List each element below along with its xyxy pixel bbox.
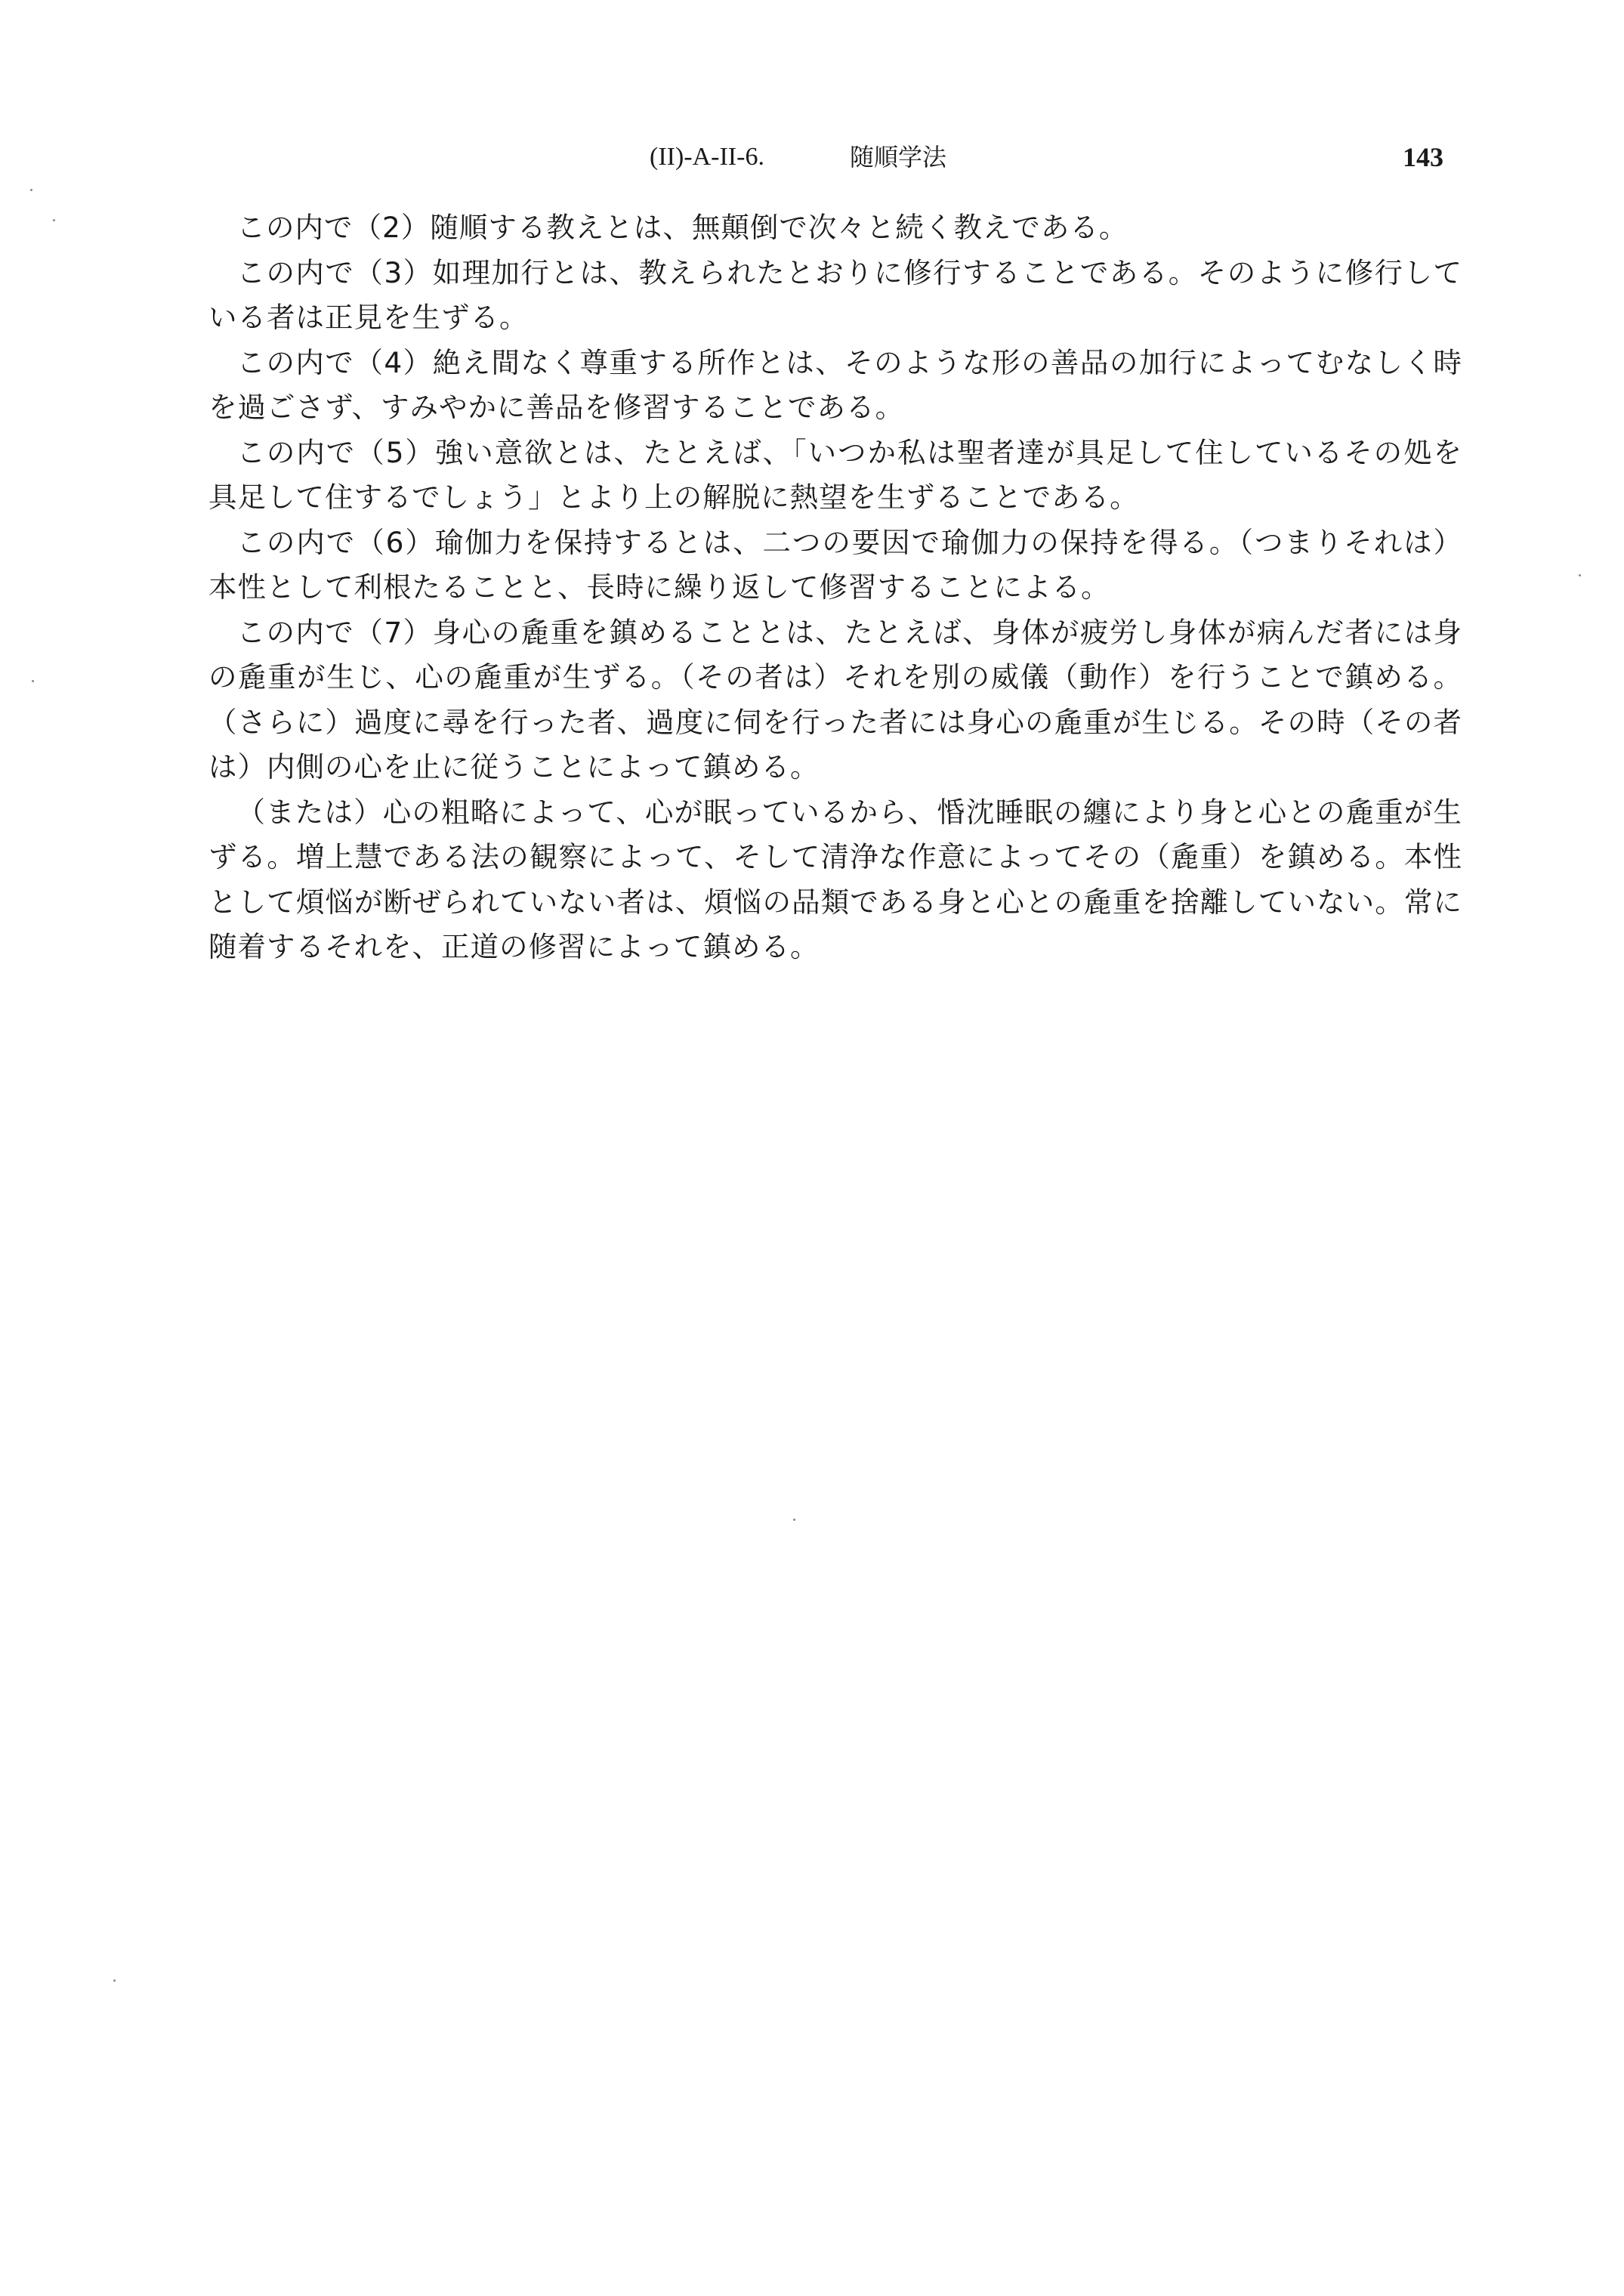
header-section-number: (II)-A-II-6. <box>650 143 764 171</box>
running-header <box>0 134 1624 180</box>
scan-speck <box>1579 574 1581 576</box>
body-text <box>208 205 1462 970</box>
scan-speck <box>793 1519 795 1521</box>
paragraph-4: この内で（4）絶え間なく尊重する所作とは、そのような形の善品の加行によってむなしく時を過ごさず、すみやかに善品を修習することである。 <box>208 345 1462 424</box>
page-number: 143 <box>1403 142 1443 172</box>
paragraph-3: この内で（3）如理加行とは、教えられたとおりに修行することである。そのように修行している者は正見を生ずる。 <box>208 255 1462 334</box>
paragraph-2: この内で（2）随順する教えとは、無顛倒で次々と続く教えである。 <box>236 211 1128 244</box>
scan-speck <box>32 680 34 682</box>
paragraph-5: この内で（5）強い意欲とは、たとえば、「いつか私は聖者達が具足して住しているその処を具足して住するでしょう」とより上の解脱に熱望を生ずることである。 <box>208 435 1462 514</box>
paragraph-7-continued: （または）心の粗略によって、心が眠っているから、惛沈睡眠の纏により身と心との麁重が生ずる。増上慧である法の観察によって、そして清浄な作意によってその（麁重）を鎮める。本性として煩悩が断ぜられていない者は、煩悩の品類である身と心との麁重を捨離していない。常に随着するそれを、正道の修習によって鎮める。 <box>208 795 1462 963</box>
scan-speck <box>53 219 55 221</box>
scan-speck <box>30 189 32 191</box>
paragraph-6: この内で（6）瑜伽力を保持するとは、二つの要因で瑜伽力の保持を得る。（つまりそれは）本性として利根たることと、長時に繰り返して修習することによる。 <box>208 525 1462 604</box>
scan-speck <box>113 1979 116 1982</box>
paragraph-7: この内で（7）身心の麁重を鎮めることとは、たとえば、身体が疲労し身体が病んだ者には身の麁重が生じ、心の麁重が生ずる。（その者は）それを別の威儀（動作）を行うことで鎮める。（さらに）過度に尋を行った者、過度に伺を行った者には身心の麁重が生じる。その時（その者は）内側の心を止に従うことによって鎮める。 <box>208 615 1462 783</box>
header-chapter-title: 随順学法 <box>850 143 947 172</box>
